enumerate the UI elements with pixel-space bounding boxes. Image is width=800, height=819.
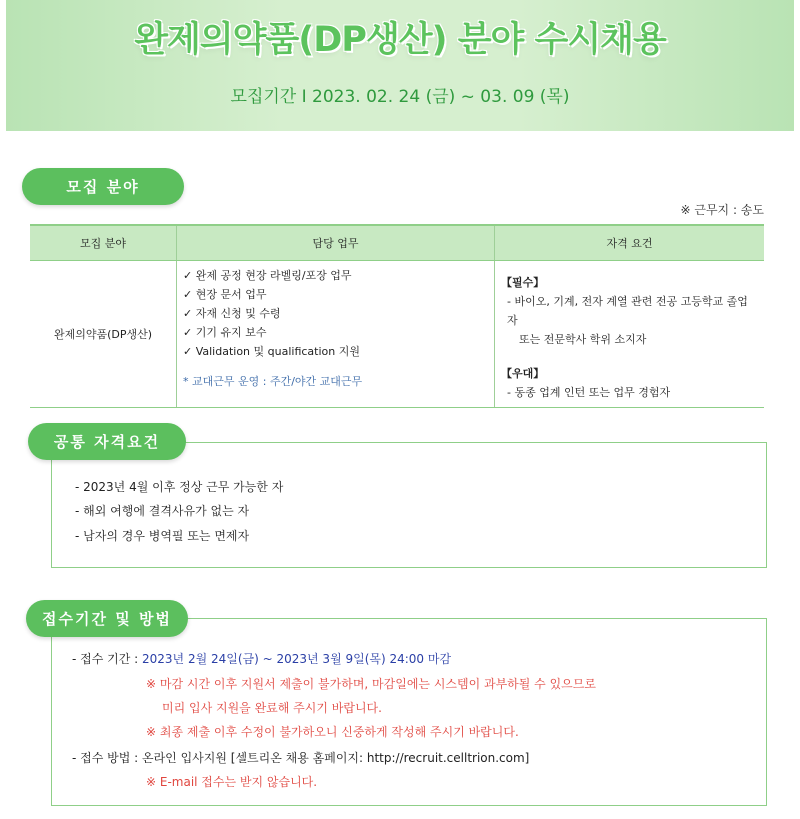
duty-item: ✓ 현장 문서 업무 bbox=[183, 288, 267, 301]
application-period bbox=[72, 650, 451, 667]
shift-note: * 교대근무 운영 : 주간/야간 교대근무 bbox=[183, 375, 363, 388]
duty-item: ✓ 자재 신청 및 수령 bbox=[183, 307, 281, 320]
preferred-heading: 【우대】 bbox=[501, 367, 545, 380]
header-duties: 담당 업무 bbox=[177, 225, 495, 261]
application-period-value: 2023년 2월 24일(금) ~ 2023년 3월 9일(목) 24:00 마감 bbox=[142, 652, 452, 666]
qualifications-cell bbox=[495, 261, 765, 408]
section-pill-common-qual: 공통 자격요건 bbox=[28, 423, 186, 460]
required-item-continued: 또는 전문학사 학위 소지자 bbox=[519, 333, 647, 346]
header-field: 모집 분야 bbox=[30, 225, 177, 261]
application-period-label: - 접수 기간 : bbox=[72, 652, 142, 666]
duties-cell bbox=[177, 261, 495, 408]
table-header-row bbox=[30, 225, 764, 261]
work-location-note: ※ 근무지 : 송도 bbox=[680, 203, 764, 217]
section-pill-recruit-field: 모집 분야 bbox=[22, 168, 184, 205]
recruit-table bbox=[30, 224, 764, 408]
final-submission-warning: ※ 최종 제출 이후 수정이 불가하오니 신중하게 작성해 주시기 바랍니다. bbox=[146, 725, 519, 739]
table-row bbox=[30, 261, 764, 408]
common-qual-item: - 남자의 경우 병역필 또는 면제자 bbox=[75, 529, 250, 543]
page-title: 완제의약품(DP생산) 분야 수시채용 bbox=[134, 20, 666, 60]
common-qual-item: - 2023년 4월 이후 정상 근무 가능한 자 bbox=[75, 480, 284, 494]
header-qualifications: 자격 요건 bbox=[495, 225, 765, 261]
application-method: - 접수 방법 : 온라인 입사지원 [셀트리온 채용 홈페이지: http://recruit.celltrion.com] bbox=[72, 751, 530, 765]
duty-item: ✓ 기기 유지 보수 bbox=[183, 326, 267, 339]
preferred-item: - 동종 업계 인턴 또는 업무 경험자 bbox=[507, 386, 671, 399]
recruitment-period: 모집기간 I 2023. 02. 24 (금) ~ 03. 09 (목) bbox=[230, 87, 570, 107]
required-item: - 바이오, 기계, 전자 계열 관련 전공 고등학교 졸업자 bbox=[507, 295, 748, 327]
duty-item: ✓ Validation 및 qualification 지원 bbox=[183, 345, 360, 358]
header-banner bbox=[6, 0, 794, 131]
deadline-warning-continued: 미리 입사 지원을 완료해 주시기 바랍니다. bbox=[162, 701, 382, 715]
duty-item: ✓ 완제 공정 현장 라벨링/포장 업무 bbox=[183, 269, 352, 282]
deadline-warning: ※ 마감 시간 이후 지원서 제출이 불가하며, 마감일에는 시스템이 과부하될 수 있으므로 bbox=[146, 677, 596, 691]
common-qual-item: - 해외 여행에 결격사유가 없는 자 bbox=[75, 504, 250, 518]
field-cell: 완제의약품(DP생산) bbox=[30, 261, 177, 408]
required-heading: 【필수】 bbox=[501, 276, 545, 289]
email-warning: ※ E-mail 접수는 받지 않습니다. bbox=[146, 775, 318, 789]
section-pill-application: 접수기간 및 방법 bbox=[26, 600, 188, 637]
